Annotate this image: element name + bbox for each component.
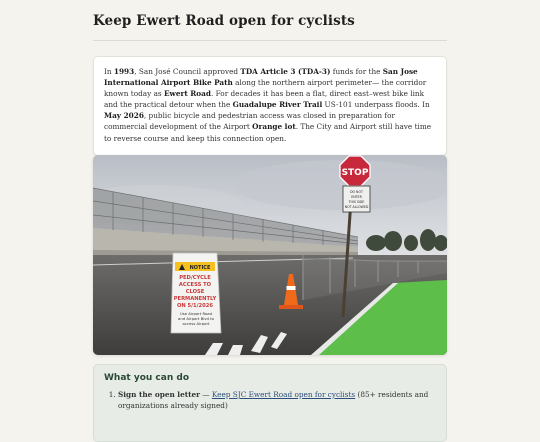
notice-subline: access Airport <box>182 321 210 326</box>
intro-path: San Jose International Airport Bike Path <box>104 67 418 88</box>
intro-text: funds for the <box>330 67 383 76</box>
action-item-tail: (85+ residents and organizations already signed) <box>118 390 429 410</box>
intro-text: , San José Council approved <box>134 67 241 76</box>
small-sign-line: THIS SIDE <box>348 200 365 204</box>
intro-text: , public bicycle and pedestrian access was closed in preparation for commercial development of the Airport <box>104 111 395 132</box>
intro-card <box>93 56 447 156</box>
intro-date: May 2026 <box>104 111 144 121</box>
title-divider <box>93 40 447 41</box>
intro-road: Ewert Road <box>163 89 211 99</box>
intro-text: In <box>104 67 114 76</box>
notice-line: ON 5/1/2026 <box>176 303 214 309</box>
small-sign-line: DO NOT <box>350 190 363 194</box>
intro-text: . The City and Airport still have time to reverse course and keep this connection open. <box>104 122 432 143</box>
actions-card <box>93 364 447 442</box>
intro-trail: Guadalupe River Trail <box>232 100 323 110</box>
intro-text: US-101 underpass floods. In <box>322 100 430 110</box>
small-sign-line: NOT ALLOWED <box>344 205 369 209</box>
notice-line: PED/CYCLE <box>179 275 211 281</box>
intro-year: 1993 <box>113 67 135 76</box>
notice-line: ACCESS TO <box>178 282 212 288</box>
action-item-dash: — <box>199 390 212 399</box>
intro-text: along the northern airport perimeter— the corridor known today as <box>104 78 427 99</box>
notice-subline: and Airport Blvd to <box>178 316 214 321</box>
stop-sign <box>340 156 370 186</box>
open-letter-link[interactable]: Keep SJC Ewert Road open for cyclists <box>211 390 356 399</box>
intro-text: . For decades it has been a flat, direct east–west bike link and the practical detour when the <box>104 89 425 110</box>
stop-sign-label: STOP <box>341 168 369 178</box>
action-item-lead: Sign the open letter <box>118 390 200 399</box>
notice-subline: Use Airport Road <box>179 311 213 316</box>
road-photo-illustration <box>93 155 447 355</box>
notice-header: NOTICE <box>189 265 211 271</box>
notice-line: PERMANENTLY <box>173 296 217 302</box>
notice-sign <box>171 253 221 333</box>
page-title: Keep Ewert Road open for cyclists <box>93 13 355 29</box>
road-photo <box>93 155 447 355</box>
actions-heading: What you can do <box>104 373 190 383</box>
intro-tda: TDA Article 3 (TDA-3) <box>240 67 331 76</box>
notice-line: CLOSE <box>185 289 205 295</box>
actions-list <box>104 389 436 411</box>
intro-lot: Orange lot <box>252 122 296 132</box>
action-item-sign-letter <box>118 389 436 411</box>
small-sign-line: ENTER <box>351 195 362 199</box>
